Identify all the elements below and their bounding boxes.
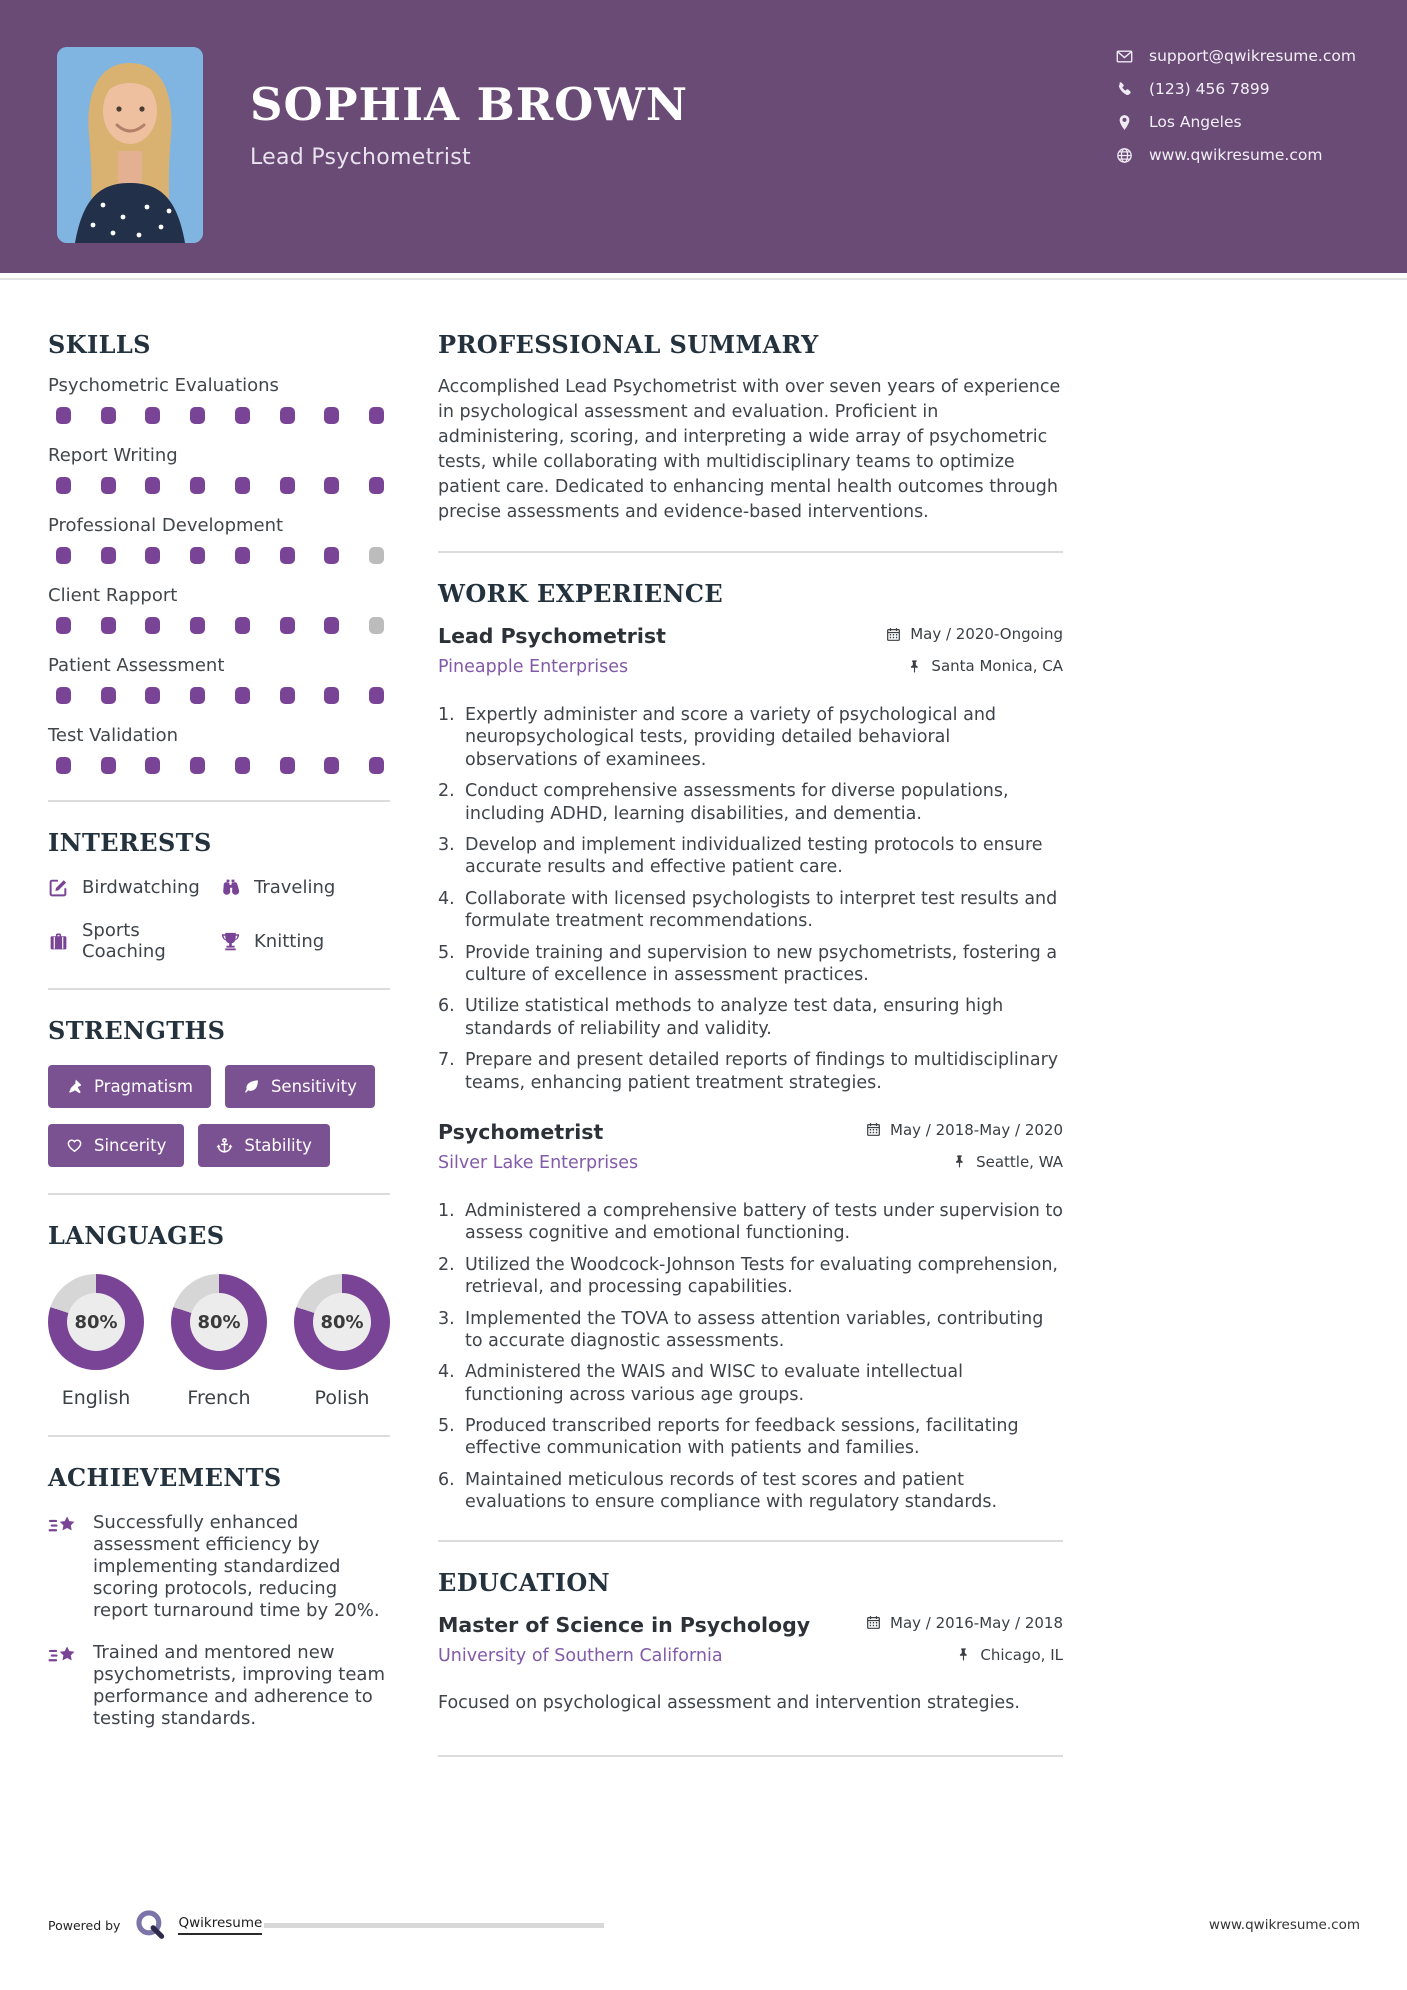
language-name: English	[61, 1387, 131, 1409]
job-bullet: Collaborate with licensed psychologists to interpret test results and formulate treatment recommendations.	[465, 888, 1058, 932]
job-bullet: Administered the WAIS and WISC to evaluate intellectual functioning across various age groups.	[465, 1362, 963, 1405]
skill-rating	[48, 407, 390, 424]
interest-label: Birdwatching	[82, 877, 200, 898]
education-main	[438, 1613, 810, 1666]
skill-item	[48, 445, 390, 494]
divider	[48, 988, 390, 990]
rating-dot-filled	[190, 547, 205, 564]
right-column	[438, 330, 1063, 1783]
job-location	[866, 1152, 1063, 1172]
email-icon	[1116, 48, 1133, 65]
skill-item	[48, 725, 390, 774]
job-bullet: Produced transcribed reports for feedback sessions, facilitating effective communication with patients and families.	[465, 1416, 1019, 1459]
interests-list	[48, 877, 390, 962]
rating-dot-filled	[369, 477, 384, 494]
job-bullet: Utilize statistical methods to analyze test data, ensuring high standards of reliability and validity.	[465, 996, 1004, 1039]
rating-dot-filled	[369, 407, 384, 424]
education-heading: EDUCATION	[438, 1567, 610, 1597]
achievements-list	[48, 1512, 390, 1730]
work-experience-heading: WORK EXPERIENCE	[438, 579, 724, 609]
rating-dot-filled	[56, 407, 71, 424]
job-location-text: Santa Monica, CA	[931, 657, 1063, 676]
strength-badge	[225, 1065, 375, 1108]
work-experience-section	[438, 579, 1063, 1514]
job-bullet: Expertly administer and score a variety of psychological and neuropsychological tests, providing detailed behavioral observations of examinees.	[465, 705, 997, 770]
divider	[438, 551, 1063, 553]
language-item	[171, 1274, 267, 1409]
rating-dot-filled	[280, 547, 295, 564]
summary-text: Accomplished Lead Psychometrist with over seven years of experience in psychological assessment and evaluation. Proficient in administering, scoring, and interpreting a wide array of psychometric tests, while collaborating with multidisciplinary teams to optimize patient care. Dedicated to enhancing mental health outcomes through precise assessments and evidence-based interventions.	[438, 377, 1061, 523]
divider	[48, 1193, 390, 1195]
language-name: Polish	[314, 1387, 370, 1409]
divider	[48, 1435, 390, 1437]
education-school: University of Southern California	[438, 1645, 723, 1666]
rating-dot-filled	[190, 757, 205, 774]
language-percent: 80%	[190, 1293, 248, 1351]
trophy-icon	[220, 931, 241, 952]
job-bullet: Utilized the Woodcock-Johnson Tests for evaluating comprehension, retrieval, and processing capabilities.	[465, 1254, 1058, 1298]
skill-label: Report Writing	[48, 445, 178, 466]
language-donut-gauge	[171, 1274, 267, 1370]
job-main	[438, 1120, 638, 1173]
job-header	[438, 1120, 1063, 1184]
contact-item[interactable]	[1116, 112, 1356, 132]
skill-rating	[48, 687, 390, 704]
contact-item[interactable]	[1116, 46, 1356, 66]
qwikresume-link[interactable]: Qwikresume	[178, 1915, 262, 1935]
strength-badge	[198, 1124, 330, 1167]
content	[0, 280, 1407, 1783]
rating-dot-filled	[280, 757, 295, 774]
rating-dot-filled	[190, 477, 205, 494]
achievement-text: Trained and mentored new psychometrists, improving team performance and adherence to testing standards.	[93, 1641, 385, 1729]
rating-dot-filled	[235, 617, 250, 634]
job-bullet: Maintained meticulous records of test scores and patient evaluations to ensure compliance with regulatory standards.	[465, 1469, 998, 1513]
divider	[48, 800, 390, 802]
languages-heading: LANGUAGES	[48, 1221, 225, 1250]
contact-text: www.qwikresume.com	[1149, 146, 1323, 164]
language-donut-gauge	[48, 1274, 144, 1370]
rating-dot-filled	[56, 477, 71, 494]
globe-icon	[1116, 147, 1133, 164]
job-entry	[438, 1120, 1063, 1514]
skills-heading: SKILLS	[48, 330, 151, 359]
rating-dot-filled	[235, 757, 250, 774]
footer	[48, 1908, 1360, 1942]
job-bullet: Implemented the TOVA to assess attention variables, contributing to accurate diagnostic assessments.	[465, 1308, 1044, 1351]
header	[0, 0, 1407, 273]
job-bullet: Provide training and supervision to new psychometrists, fostering a culture of excellence in assessment practices.	[465, 942, 1058, 985]
job-bullets	[438, 704, 1063, 1094]
rating-dot-filled	[145, 617, 160, 634]
rating-dot-filled	[101, 757, 116, 774]
interests-heading: INTERESTS	[48, 828, 212, 857]
left-column	[48, 330, 390, 1783]
rating-dot-filled	[145, 477, 160, 494]
rating-dot-filled	[324, 547, 339, 564]
job-dates	[866, 1120, 1063, 1140]
rating-dot-filled	[145, 757, 160, 774]
education-date-text: May / 2016-May / 2018	[890, 1613, 1063, 1632]
education-degree: Master of Science in Psychology	[438, 1612, 811, 1637]
briefcase-icon	[48, 931, 69, 952]
rating-dot-filled	[56, 757, 71, 774]
identity-block	[250, 78, 688, 170]
leaf-icon	[243, 1078, 260, 1095]
interest-item	[220, 877, 390, 898]
person-job-title: Lead Psychometrist	[250, 145, 471, 170]
skill-label: Psychometric Evaluations	[48, 375, 279, 396]
rating-dot-filled	[56, 687, 71, 704]
anchor-icon	[216, 1137, 233, 1154]
rating-dot-filled	[56, 547, 71, 564]
rating-dot-filled	[235, 687, 250, 704]
education-meta	[866, 1613, 1063, 1677]
rating-dot-filled	[190, 617, 205, 634]
interest-item	[48, 920, 220, 962]
strength-badge	[48, 1124, 184, 1167]
job-company: Silver Lake Enterprises	[438, 1152, 639, 1173]
phone-icon	[1116, 81, 1133, 98]
job-bullet: Administered a comprehensive battery of tests under supervision to assess cognitive and emotional functioning.	[465, 1200, 1063, 1244]
shooting-star-icon	[48, 1644, 78, 1668]
calendar-icon	[886, 627, 901, 642]
rating-dot-empty	[369, 617, 384, 634]
rating-dot-filled	[101, 477, 116, 494]
rating-dot-filled	[324, 757, 339, 774]
rating-dot-filled	[235, 407, 250, 424]
skill-label: Patient Assessment	[48, 655, 225, 676]
rating-dot-filled	[369, 687, 384, 704]
job-bullets	[438, 1200, 1063, 1514]
interest-label: Knitting	[254, 930, 325, 952]
pencil-icon	[48, 877, 69, 898]
rating-dot-empty	[369, 547, 384, 564]
contact-text: (123) 456 7899	[1149, 80, 1270, 98]
contact-text: support@qwikresume.com	[1149, 47, 1356, 65]
gavel-icon	[66, 1078, 83, 1095]
rating-dot-filled	[324, 477, 339, 494]
jobs-list	[438, 624, 1063, 1514]
rating-dot-filled	[235, 547, 250, 564]
interest-label: Traveling	[254, 877, 336, 898]
job-bullet: Conduct comprehensive assessments for diverse populations, including ADHD, learning disabilities, and dementia.	[465, 781, 1009, 824]
education-section	[438, 1568, 1063, 1713]
binoculars-icon	[220, 877, 241, 898]
rating-dot-filled	[101, 547, 116, 564]
rating-dot-filled	[56, 617, 71, 634]
job-dates	[886, 624, 1063, 644]
rating-dot-filled	[324, 687, 339, 704]
skill-label: Professional Development	[48, 515, 284, 536]
skill-label: Test Validation	[48, 725, 179, 746]
rating-dot-filled	[101, 617, 116, 634]
job-bullet: Prepare and present detailed reports of findings to multidisciplinary teams, enhancing patient treatment strategies.	[465, 1050, 1059, 1093]
rating-dot-filled	[280, 687, 295, 704]
rating-dot-filled	[145, 687, 160, 704]
strengths-heading: STRENGTHS	[48, 1016, 226, 1045]
job-meta	[886, 624, 1063, 688]
shooting-star-icon	[48, 1514, 78, 1538]
skill-rating	[48, 477, 390, 494]
education-location	[866, 1645, 1063, 1665]
strength-label: Pragmatism	[94, 1077, 193, 1096]
interests-section	[48, 828, 390, 962]
rating-dot-filled	[190, 687, 205, 704]
skill-rating	[48, 617, 390, 634]
education-note: Focused on psychological assessment and intervention strategies.	[438, 1692, 1020, 1713]
rating-dot-filled	[280, 407, 295, 424]
rating-dot-filled	[145, 547, 160, 564]
summary-section	[438, 330, 1063, 525]
skills-section	[48, 330, 390, 774]
job-date-text: May / 2018-May / 2020	[890, 1120, 1063, 1139]
rating-dot-filled	[324, 407, 339, 424]
skill-item	[48, 515, 390, 564]
qwikresume-logo-icon	[134, 1908, 168, 1942]
interest-label: Sports Coaching	[82, 920, 166, 962]
contact-list	[1116, 46, 1356, 178]
job-title: Lead Psychometrist	[438, 624, 666, 649]
job-bullet: Develop and implement individualized testing protocols to ensure accurate results and effective patient care.	[465, 835, 1043, 878]
contact-item[interactable]	[1116, 145, 1356, 165]
strength-label: Sensitivity	[270, 1077, 357, 1096]
job-title: Psychometrist	[438, 1119, 604, 1144]
contact-item[interactable]	[1116, 79, 1356, 99]
heart-icon	[66, 1137, 83, 1154]
education-location-text: Chicago, IL	[980, 1645, 1063, 1664]
strength-badge	[48, 1065, 211, 1108]
education-dates	[866, 1613, 1063, 1633]
profile-photo-illustration	[57, 47, 203, 243]
rating-dot-filled	[280, 477, 295, 494]
skill-item	[48, 585, 390, 634]
contact-text: Los Angeles	[1149, 113, 1242, 131]
footer-bar	[264, 1923, 604, 1928]
calendar-icon	[866, 1615, 881, 1630]
language-percent: 80%	[67, 1293, 125, 1351]
achievements-section	[48, 1463, 390, 1730]
profile-photo	[57, 47, 203, 243]
person-name: SOPHIA BROWN	[250, 78, 688, 131]
pin-icon	[952, 1154, 967, 1169]
language-percent: 80%	[313, 1293, 371, 1351]
languages-list	[48, 1274, 390, 1409]
rating-dot-filled	[324, 617, 339, 634]
rating-dot-filled	[235, 477, 250, 494]
divider	[438, 1755, 1063, 1757]
language-item	[48, 1274, 144, 1409]
pushpin-icon	[956, 1647, 971, 1662]
achievement-item	[48, 1512, 390, 1622]
language-name: French	[187, 1387, 251, 1409]
summary-heading: PROFESSIONAL SUMMARY	[438, 330, 819, 359]
skills-list	[48, 375, 390, 774]
skill-item	[48, 375, 390, 424]
job-main	[438, 624, 666, 677]
rating-dot-filled	[280, 617, 295, 634]
job-company: Pineapple Enterprises	[438, 657, 629, 678]
job-location	[886, 656, 1063, 676]
rating-dot-filled	[190, 407, 205, 424]
rating-dot-filled	[369, 757, 384, 774]
footer-site-link[interactable]: www.qwikresume.com	[1208, 1917, 1360, 1933]
strengths-section	[48, 1016, 390, 1167]
skill-item	[48, 655, 390, 704]
rating-dot-filled	[101, 687, 116, 704]
skill-label: Client Rapport	[48, 585, 178, 606]
achievement-text: Successfully enhanced assessment efficiency by implementing standardized scoring protocols, reducing report turnaround time by 20%.	[93, 1512, 380, 1621]
job-date-text: May / 2020-Ongoing	[910, 625, 1063, 644]
skill-rating	[48, 757, 390, 774]
achievements-heading: ACHIEVEMENTS	[48, 1463, 282, 1492]
strength-label: Stability	[244, 1136, 312, 1155]
interest-item	[220, 920, 390, 962]
language-donut-gauge	[294, 1274, 390, 1370]
rating-dot-filled	[145, 407, 160, 424]
strengths-list	[48, 1065, 390, 1167]
rating-dot-filled	[101, 407, 116, 424]
calendar-icon	[866, 1122, 881, 1137]
powered-by-label: Powered by	[48, 1917, 121, 1933]
divider	[438, 1540, 1063, 1542]
interest-item	[48, 877, 220, 898]
job-header	[438, 624, 1063, 688]
location-icon	[1116, 114, 1133, 131]
language-item	[294, 1274, 390, 1409]
job-meta	[866, 1120, 1063, 1184]
achievement-item	[48, 1642, 390, 1730]
education-entry	[438, 1613, 1063, 1677]
languages-section	[48, 1221, 390, 1409]
strength-label: Sincerity	[94, 1136, 167, 1155]
job-entry	[438, 624, 1063, 1094]
skill-rating	[48, 547, 390, 564]
job-location-text: Seattle, WA	[976, 1152, 1063, 1171]
pin-icon	[907, 659, 922, 674]
